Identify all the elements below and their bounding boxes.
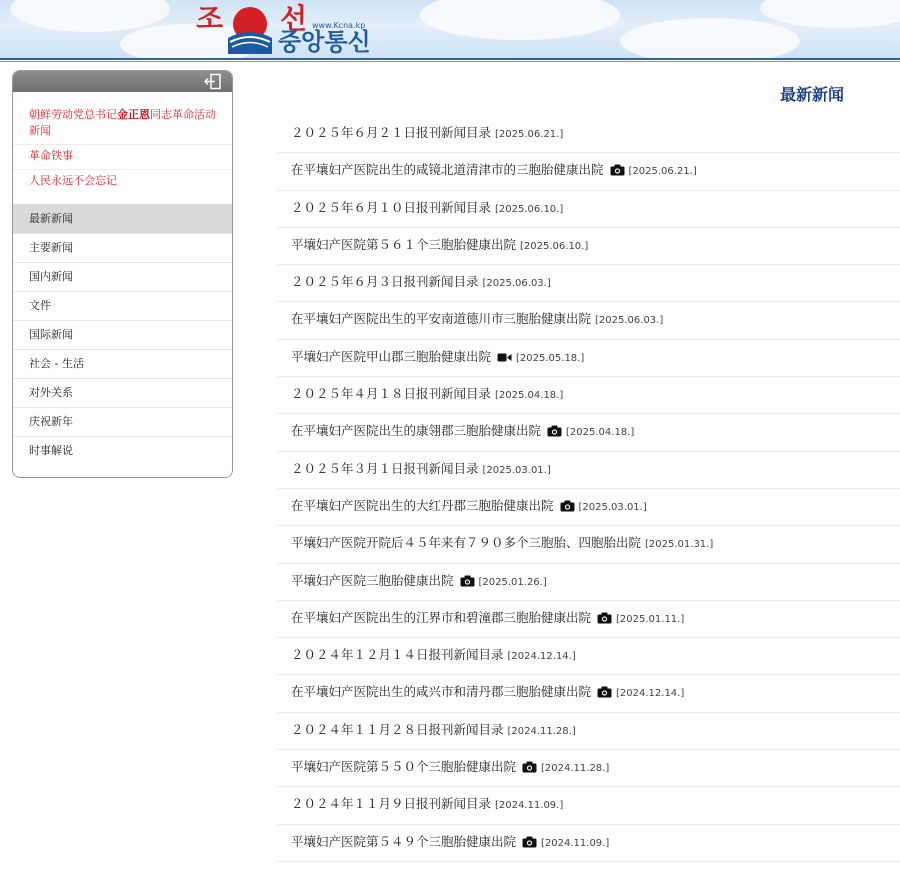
news-date: [2024.12.14.]	[507, 651, 576, 663]
news-date: [2025.01.11.]	[616, 613, 685, 625]
sidebar-item-top-news[interactable]: 主要新闻	[13, 234, 232, 263]
news-list	[277, 116, 900, 862]
news-item[interactable]	[277, 489, 900, 526]
news-item[interactable]	[277, 825, 900, 862]
news-title[interactable]: 在平壤妇产医院出生的大红丹郡三胞胎健康出院	[291, 497, 554, 513]
kcna-logo[interactable]	[196, 2, 396, 56]
camera-icon	[597, 683, 612, 702]
news-date: [2025.03.01.]	[482, 464, 551, 476]
news-title[interactable]: 平壤妇产医院甲山郡三胞胎健康出院	[291, 348, 492, 364]
news-title[interactable]: ２０２５年３月１日报刊新闻目录	[291, 460, 479, 476]
news-title[interactable]: 平壤妇产医院三胞胎健康出院	[291, 572, 454, 588]
news-date: [2024.11.28.]	[507, 725, 576, 737]
news-title[interactable]: ２０２４年１１月９日报刊新闻目录	[291, 796, 492, 812]
news-title[interactable]: 平壤妇产医院第５６１个三胞胎健康出院	[291, 236, 517, 252]
news-title[interactable]: 在平壤妇产医院出生的江界市和碧潼郡三胞胎健康出院	[291, 609, 592, 625]
header-divider-thin	[0, 61, 900, 62]
news-date: [2025.06.10.]	[520, 240, 589, 252]
news-title[interactable]: 在平壤妇产医院出生的咸镜北道清津市的三胞胎健康出院	[291, 162, 604, 178]
logout-icon[interactable]	[204, 73, 222, 90]
special-link-revolutionary-anecdotes[interactable]: 革命铁事	[13, 145, 232, 170]
sidebar-item-domestic-news[interactable]: 国内新闻	[13, 263, 232, 292]
sidebar-nav	[13, 205, 232, 465]
news-title[interactable]: 平壤妇产医院第５４９个三胞胎健康出院	[291, 833, 517, 849]
camera-icon	[560, 497, 575, 516]
news-item[interactable]	[277, 601, 900, 638]
news-item[interactable]	[277, 116, 900, 153]
sidebar-item-latest-news[interactable]: 最新新闻	[13, 205, 232, 234]
news-item[interactable]	[277, 713, 900, 750]
special-links	[13, 92, 232, 194]
logo-text-top-right: 선	[280, 2, 308, 35]
news-item[interactable]	[277, 302, 900, 339]
special-link-prefix: 朝鲜劳动党总书记	[29, 108, 117, 121]
news-date: [2025.05.18.]	[516, 352, 585, 364]
news-title[interactable]: ２０２５年６月２１日报刊新闻目录	[291, 125, 492, 140]
news-item[interactable]	[277, 377, 900, 414]
news-title[interactable]: 在平壤妇产医院出生的康翎郡三胞胎健康出院	[291, 423, 542, 439]
cloud-decoration	[760, 0, 900, 28]
camera-icon	[547, 422, 562, 441]
sidebar-header	[13, 71, 232, 92]
news-item[interactable]	[277, 675, 900, 712]
sidebar-item-new-year[interactable]: 庆祝新年	[13, 408, 232, 437]
news-item[interactable]	[277, 191, 900, 228]
news-date: [2024.11.09.]	[495, 800, 564, 812]
sidebar-item-external-relations[interactable]: 对外关系	[13, 379, 232, 408]
sidebar-item-commentary[interactable]: 时事解说	[29, 444, 73, 457]
news-item[interactable]	[277, 638, 900, 675]
header-divider	[0, 58, 900, 60]
camera-icon	[522, 833, 537, 852]
special-link-leader-activities[interactable]	[13, 104, 232, 145]
camera-icon	[522, 758, 537, 777]
news-date: [2024.11.28.]	[541, 763, 610, 775]
news-title[interactable]: ２０２４年１２月１４日报刊新闻目录	[291, 647, 504, 663]
news-date: [2025.06.10.]	[495, 203, 564, 215]
logo-emblem-icon	[226, 4, 274, 54]
news-item[interactable]	[277, 526, 900, 563]
news-item[interactable]	[277, 564, 900, 601]
news-item[interactable]	[277, 228, 900, 265]
news-title[interactable]: ２０２５年６月１０日报刊新闻目录	[291, 199, 492, 215]
news-title[interactable]: 平壤妇产医院开院后４５年来有７９０多个三胞胎、四胞胎出院	[291, 535, 642, 551]
news-date: [2025.01.26.]	[478, 576, 547, 588]
camera-icon	[460, 572, 475, 591]
news-title[interactable]: ２０２５年６月３日报刊新闻目录	[291, 274, 479, 290]
sidebar	[12, 70, 233, 478]
cloud-decoration	[10, 0, 170, 32]
special-link-people-never-forget[interactable]: 人民永远不会忘记	[29, 174, 117, 187]
news-item[interactable]	[277, 153, 900, 190]
news-title[interactable]: 平壤妇产医院第５５０个三胞胎健康出院	[291, 759, 517, 775]
news-date: [2025.06.21.]	[495, 129, 564, 140]
news-item[interactable]	[277, 340, 900, 377]
cloud-decoration	[620, 18, 800, 58]
news-date: [2025.04.18.]	[495, 390, 564, 402]
logo-url: www.Kcna.kp	[312, 21, 366, 30]
news-item[interactable]	[277, 787, 900, 824]
sidebar-item-documents[interactable]: 文件	[13, 292, 232, 321]
news-date: [2025.04.18.]	[566, 427, 635, 439]
page-title: 最新新闻	[779, 85, 844, 104]
news-title[interactable]: 在平壤妇产医院出生的咸兴市和清丹郡三胞胎健康出院	[291, 684, 592, 700]
sidebar-item-international-news[interactable]: 国际新闻	[13, 321, 232, 350]
cloud-decoration	[420, 0, 620, 40]
news-item[interactable]	[277, 265, 900, 302]
news-title[interactable]: 在平壤妇产医院出生的平安南道德川市三胞胎健康出院	[291, 311, 592, 327]
news-date: [2025.06.21.]	[628, 166, 697, 178]
logo-text-bottom: 중앙통신	[278, 28, 371, 56]
news-date: [2024.12.14.]	[616, 688, 685, 700]
news-item[interactable]	[277, 414, 900, 451]
news-title[interactable]: ２０２４年１１月２８日报刊新闻目录	[291, 721, 504, 737]
news-date: [2025.01.31.]	[645, 539, 714, 551]
news-date: [2025.06.03.]	[482, 278, 551, 290]
news-date: [2025.03.01.]	[578, 501, 647, 513]
news-date: [2024.11.09.]	[541, 837, 610, 849]
special-link-suffix: 同志革命活动新闻	[29, 108, 216, 137]
header-banner	[0, 0, 900, 58]
news-item[interactable]	[277, 750, 900, 787]
video-icon	[497, 348, 512, 367]
leader-name: 金正恩	[117, 108, 150, 121]
news-item[interactable]	[277, 452, 900, 489]
sidebar-item-society-life[interactable]: 社会 - 生活	[13, 350, 232, 379]
camera-icon	[610, 161, 625, 180]
news-date: [2025.06.03.]	[595, 315, 664, 327]
camera-icon	[597, 609, 612, 628]
sidebar-divider	[13, 194, 232, 205]
logo-text-top-left: 조	[196, 2, 224, 35]
news-title[interactable]: ２０２５年４月１８日报刊新闻目录	[291, 386, 492, 402]
